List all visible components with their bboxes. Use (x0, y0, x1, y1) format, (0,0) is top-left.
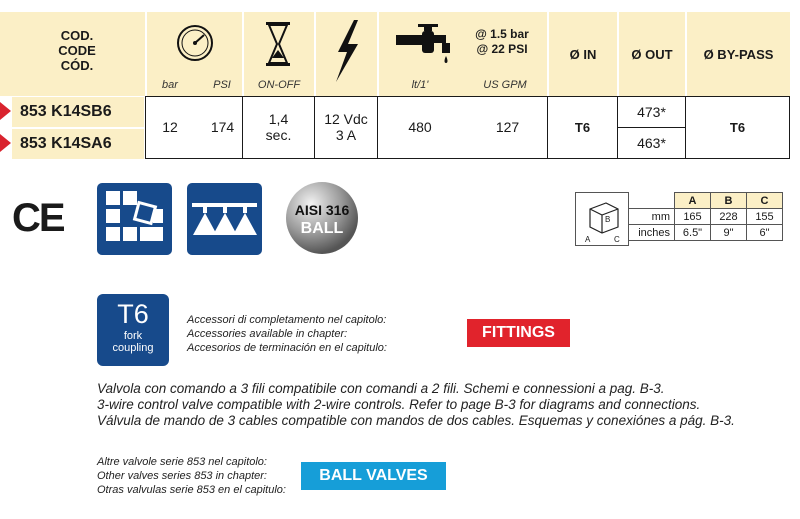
code-label-it: COD. (60, 27, 94, 43)
pressure-reference (462, 26, 542, 58)
box-label-c: C (614, 235, 620, 244)
accessories-line-it: Accessori di completamento nel capitolo: (187, 314, 387, 326)
box-label-b: B (605, 215, 611, 224)
code-header (12, 20, 142, 80)
aisi-316-ball-icon (282, 180, 362, 256)
dim-in-b: 9" (711, 225, 747, 241)
bypass-header: Ø BY-PASS (703, 46, 774, 62)
unit-bar: bar (162, 79, 178, 91)
value-voltage: 12 Vdc (324, 111, 368, 127)
dim-header-c: C (747, 193, 783, 209)
out-header: Ø OUT (631, 46, 673, 62)
value-power (315, 96, 377, 158)
lightning-icon (325, 16, 369, 86)
ce-mark-icon: CE (12, 196, 64, 240)
accessories-line-en: Accessories available in chapter: (187, 328, 348, 340)
spec-table (0, 12, 790, 159)
dimensions-table (628, 192, 783, 241)
modular-grid-icon (97, 183, 172, 255)
description-line-es: Válvula de mando de 3 cables compatible con mandos de dos cables. Esquemas y conexiónes a pág. B-3. (97, 413, 735, 428)
value-bypass: T6 (729, 119, 746, 135)
value-psi: 174 (210, 119, 235, 135)
description-line-it: Valvola con comando a 3 fili compatibile con comandi a 2 fili. Schemi e connessioni a pag. B-3. (97, 381, 665, 396)
value-bar: 12 (162, 119, 178, 135)
t6-code: T6 (117, 299, 149, 329)
aisi-label: AISI 316 (294, 202, 350, 218)
value-out-1: 473* (637, 103, 666, 120)
value-gpm: 127 (495, 119, 520, 135)
ball-valves-badge[interactable]: BALL VALVES (301, 462, 446, 490)
value-in: T6 (574, 119, 591, 135)
value-time-number: 1,4 (268, 111, 289, 127)
other-valves-line-es: Otras valvulas serie 853 en el capitulo: (97, 484, 286, 496)
arrow-marker-icon (0, 134, 11, 152)
t6-fork-coupling-icon (97, 294, 169, 366)
hourglass-icon (260, 18, 296, 70)
value-time-unit: sec. (265, 127, 292, 143)
ball-label: BALL (300, 220, 344, 237)
t6-line2: coupling (112, 342, 154, 354)
unit-psi: PSI (213, 79, 231, 91)
in-header: Ø IN (569, 46, 597, 62)
code-label-en: CODE (58, 42, 96, 58)
value-lt: 480 (408, 119, 432, 135)
dim-unit-inches: inches (629, 225, 675, 241)
dim-header-b: B (711, 193, 747, 209)
table-row (629, 225, 783, 241)
pressure-psi: @ 22 PSI (476, 42, 528, 56)
unit-lt: lt/1' (411, 79, 429, 91)
fittings-badge[interactable]: FITTINGS (467, 319, 570, 347)
table-row (629, 193, 783, 209)
dim-header-a: A (675, 193, 711, 209)
code-label-es: CÓD. (60, 57, 94, 73)
dim-mm-b: 228 (711, 209, 747, 225)
accessories-note (187, 313, 387, 355)
pressure-gauge-icon (170, 22, 220, 64)
dim-in-c: 6" (747, 225, 783, 241)
accessories-line-es: Accesorios de terminación en el capitulo: (187, 342, 387, 354)
t6-line1: fork (123, 330, 143, 342)
product-code-2: 853 K14SA6 (12, 129, 144, 159)
unit-gpm: US GPM (483, 79, 527, 91)
dim-in-a: 6.5" (675, 225, 711, 241)
box-label-a: A (585, 235, 591, 244)
other-valves-line-it: Altre valvole serie 853 nel capitolo: (97, 456, 267, 468)
value-time (243, 96, 314, 158)
dim-mm-c: 155 (747, 209, 783, 225)
dim-unit-mm: mm (629, 209, 675, 225)
description-line-en: 3-wire control valve compatible with 2-wire controls. Refer to page B-3 for diagrams and connections. (97, 397, 701, 412)
spray-boom-icon (187, 183, 262, 255)
water-tap-icon (392, 22, 454, 66)
product-code-1: 853 K14SB6 (12, 97, 144, 127)
valve-description (97, 381, 735, 429)
other-valves-line-en: Other valves series 853 in chapter: (97, 470, 267, 482)
value-out-2: 463* (637, 135, 666, 151)
unit-onoff: ON-OFF (257, 79, 301, 91)
dim-mm-a: 165 (675, 209, 711, 225)
value-current: 3 A (335, 127, 357, 143)
box-dimensions-icon (575, 192, 629, 246)
table-row (629, 209, 783, 225)
arrow-marker-icon (0, 102, 11, 120)
other-valves-note (97, 455, 286, 497)
pressure-bar: @ 1.5 bar (475, 27, 529, 41)
